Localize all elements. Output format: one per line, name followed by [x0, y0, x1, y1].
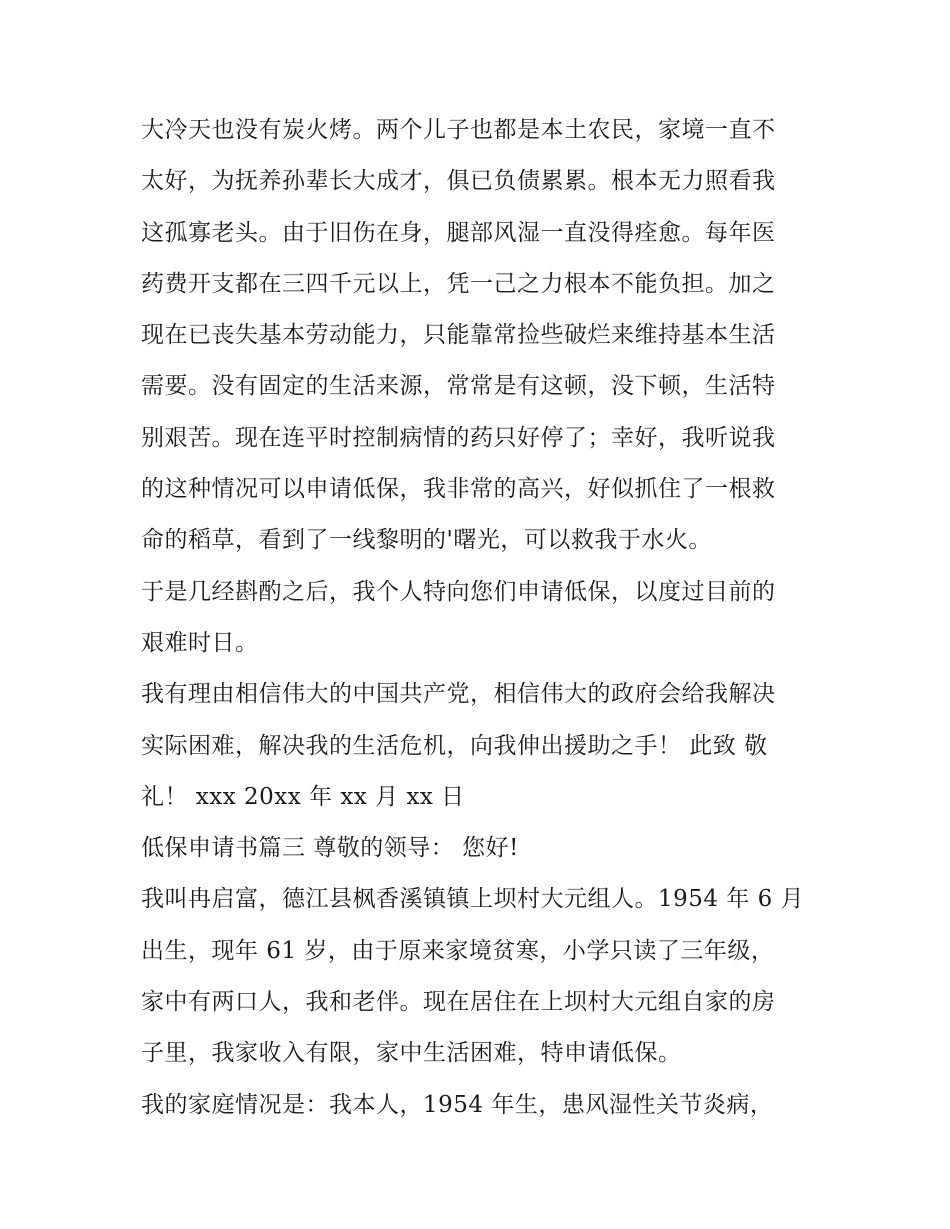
text-line: 命的稻草，看到了一线黎明的'曙光，可以救我于水火。 — [141, 527, 712, 554]
text-line: 我的家庭情况是：我本人，1954 年生，患风湿性关节炎病， — [141, 1091, 774, 1118]
text-line: 我有理由相信伟大的中国共产党，相信伟大的政府会给我解决 — [141, 681, 776, 708]
text-line: 实际困难，解决我的生活危机，向我伸出援助之手！ 此致 敬 — [141, 732, 768, 759]
text-line: 太好，为抚养孙辈长大成才，俱已负债累累。根本无力照看我 — [141, 168, 776, 195]
text-line: 艰难时日。 — [141, 629, 259, 656]
text-line: 家中有两口人，我和老伴。现在居住在上坝村大元组自家的房 — [141, 989, 776, 1016]
text-line: 大冷天也没有炭火烤。两个儿子也都是本土农民，家境一直不 — [141, 117, 776, 143]
section-heading-line: 低保申请书篇三 尊敬的领导： 您好! — [141, 835, 519, 862]
text-line: 的这种情况可以申请低保，我非常的高兴，好似抓住了一根救 — [141, 476, 776, 503]
text-line: 别艰苦。现在连平时控制病情的药只好停了；幸好，我听说我 — [141, 424, 776, 451]
text-line: 现在已丧失基本劳动能力，只能靠常捡些破烂来维持基本生活 — [141, 322, 776, 349]
text-line: 我叫冉启富，德江县枫香溪镇镇上坝村大元组人。1954 年 6 月 — [141, 886, 805, 913]
text-line: 需要。没有固定的生活来源，常常是有这顿，没下顿，生活特 — [141, 373, 776, 400]
text-line: 子里，我家收入有限，家中生活困难，特申请低保。 — [141, 1040, 682, 1067]
text-line: 这孤寡老头。由于旧伤在身，腿部风湿一直没得痊愈。每年医 — [141, 219, 776, 246]
text-line: 礼！ xxx 20xx 年 xx 月 xx 日 — [141, 783, 465, 810]
document-body — [141, 105, 821, 1131]
text-line: 药费开支都在三四千元以上，凭一己之力根本不能负担。加之 — [141, 270, 776, 297]
text-line: 于是几经斟酌之后，我个人特向您们申请低保，以度过目前的 — [141, 578, 776, 605]
text-line: 出生，现年 61 岁，由于原来家境贫寒，小学只读了三年级， — [141, 937, 775, 964]
